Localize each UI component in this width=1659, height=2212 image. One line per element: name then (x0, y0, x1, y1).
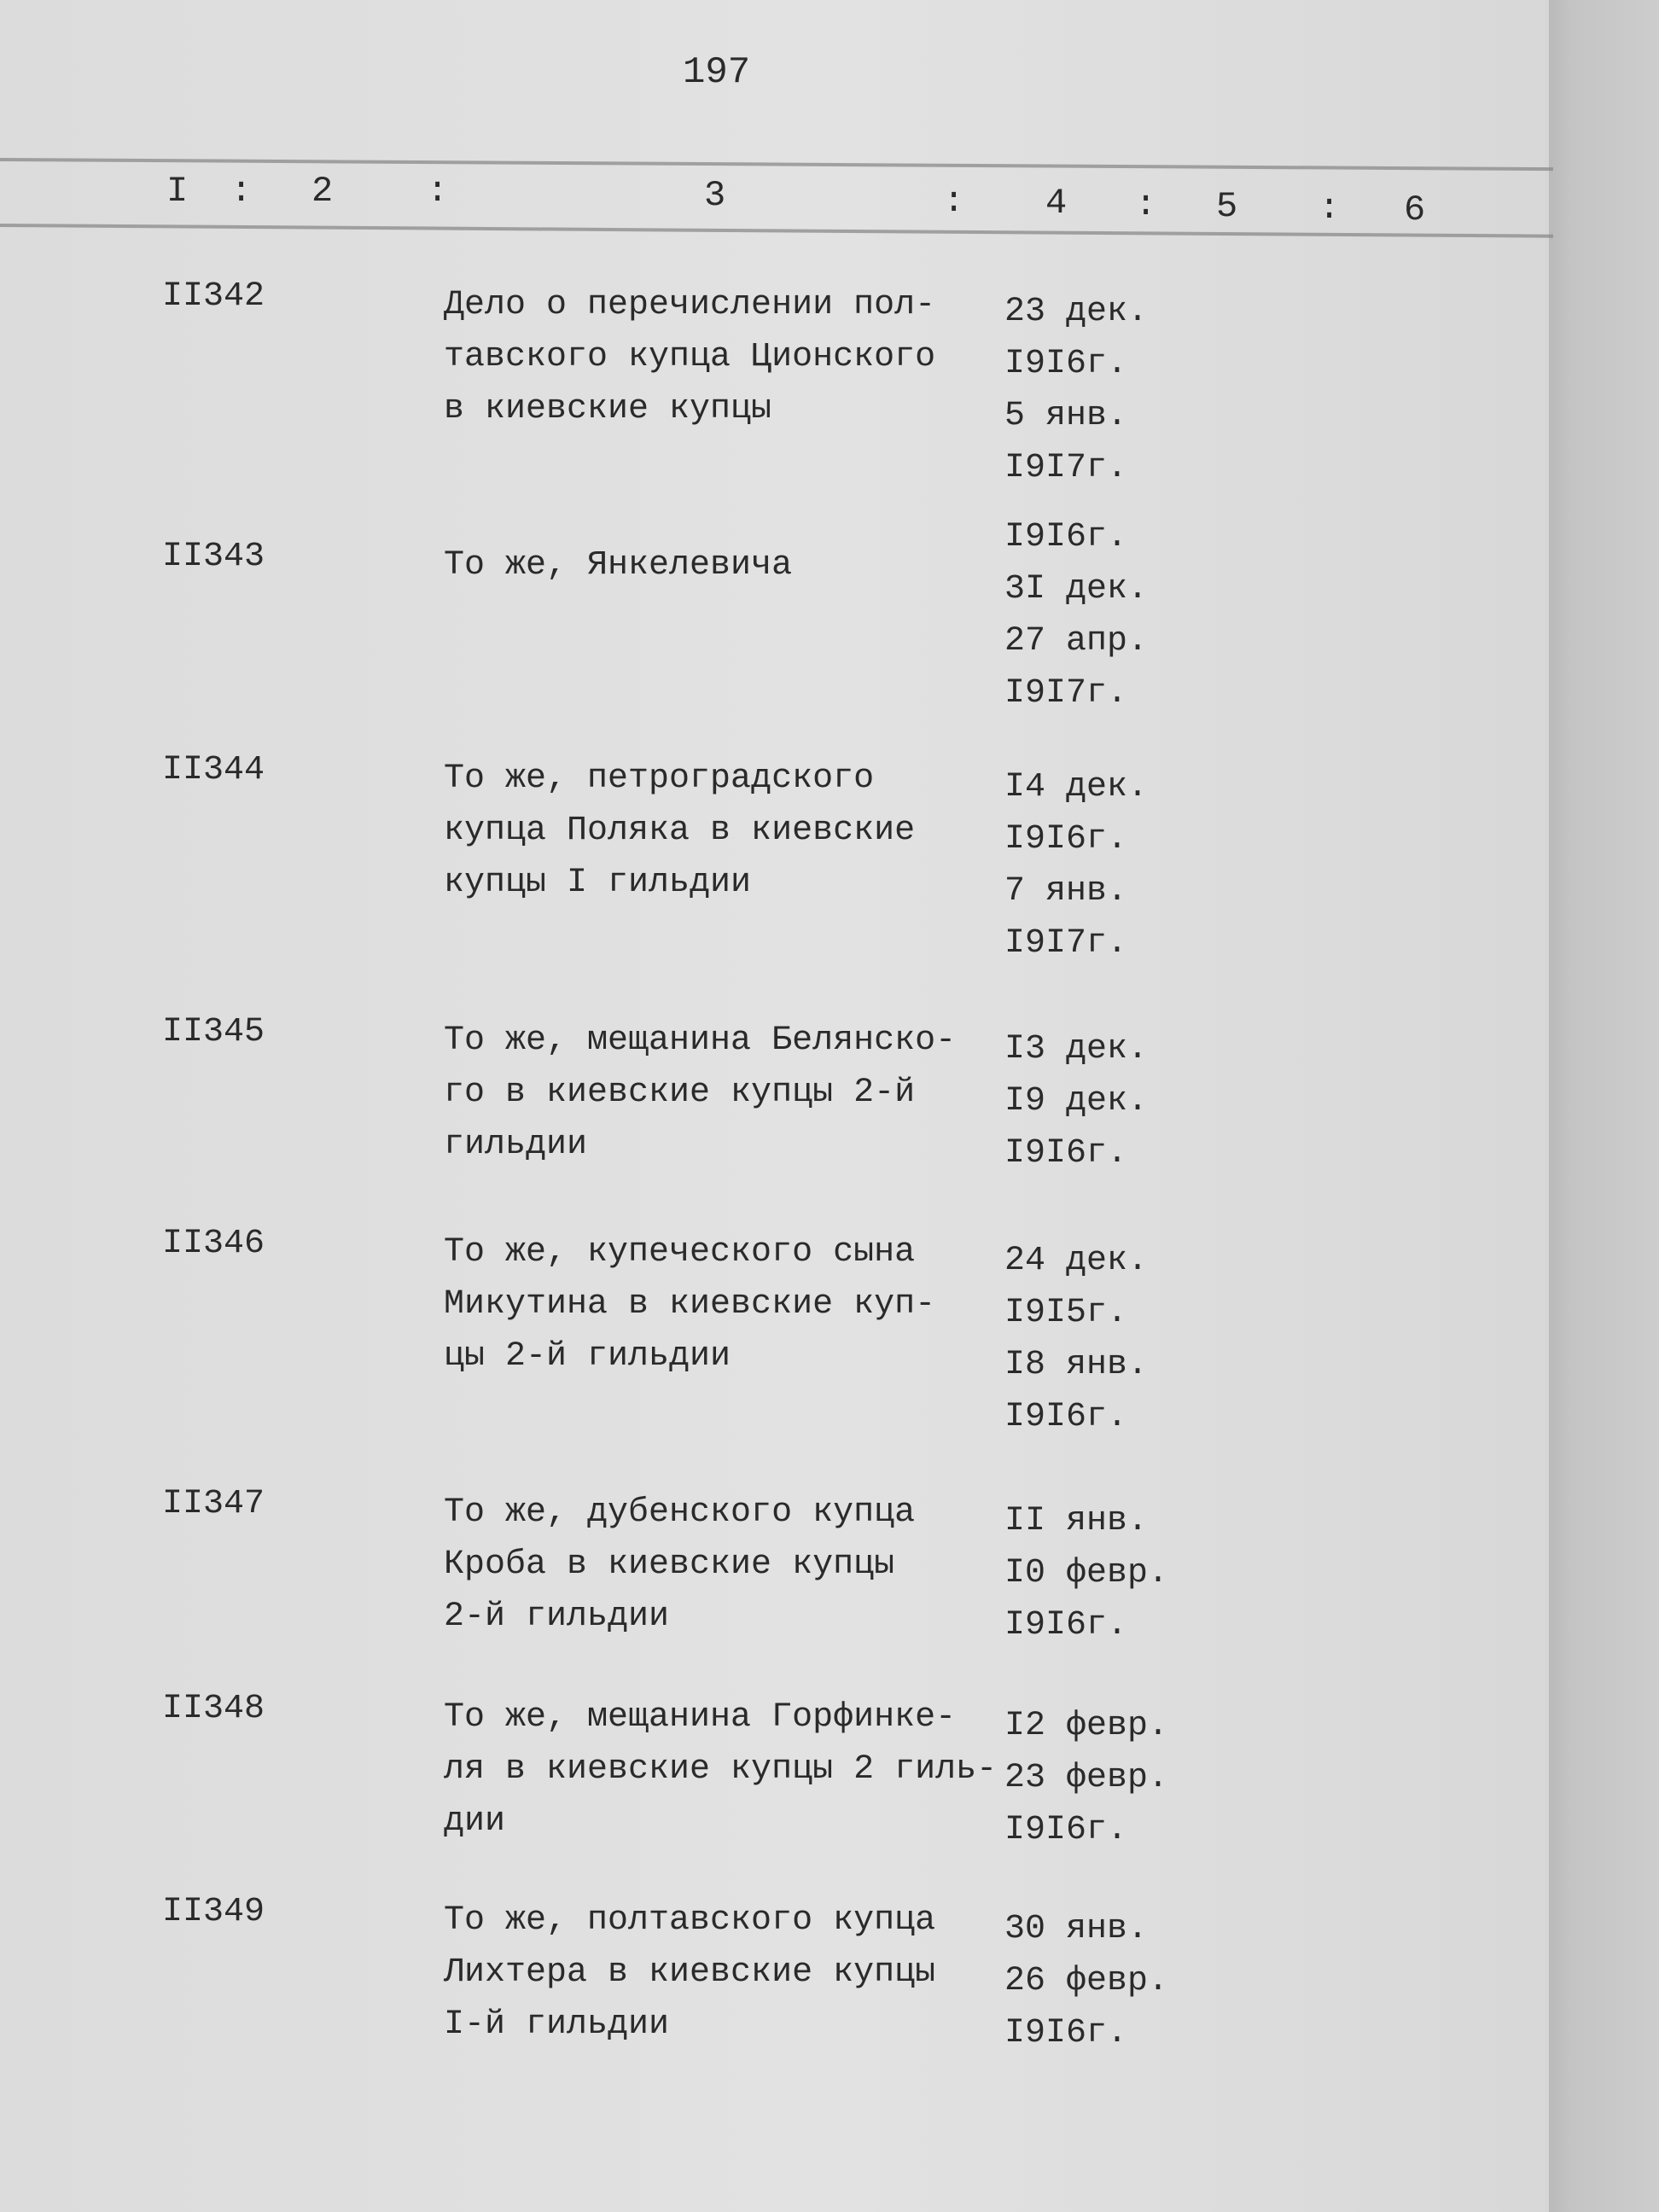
date-line: 24 дек. (1004, 1242, 1149, 1280)
title-line: То же, мещанина Белянско- (444, 1022, 957, 1060)
date-line: 23 февр. (1004, 1759, 1169, 1797)
entry-number: II344 (162, 751, 265, 789)
date-line: 7 янв. (1004, 872, 1128, 911)
title-line: дии (444, 1802, 506, 1841)
col-2: 2 (311, 171, 334, 212)
date-line: I9I6г. (1004, 345, 1128, 383)
col-6: 6 (1404, 189, 1426, 230)
header-top-rule (0, 158, 1553, 171)
date-line: I9I7г. (1004, 674, 1128, 713)
sep: : (230, 171, 253, 212)
date-line: I9I6г. (1004, 1134, 1128, 1173)
title-line: го в киевские купцы 2-й (444, 1074, 916, 1112)
entry-dates (1004, 511, 1148, 719)
title-line: То же, мещанина Горфинке- (444, 1698, 957, 1737)
entry-dates (1004, 1235, 1148, 1443)
entry-title (444, 279, 935, 435)
title-line: ля в киевские купцы 2 гиль- (444, 1750, 998, 1789)
date-line: I9I6г. (1004, 2014, 1128, 2052)
date-line: I9I6г. (1004, 1398, 1128, 1436)
date-line: I8 янв. (1004, 1346, 1149, 1384)
date-line: 26 февр. (1004, 1962, 1169, 2000)
entry-title (444, 1691, 997, 1848)
title-line: Дело о перечислении пол- (444, 286, 936, 324)
date-line: I3 дек. (1004, 1030, 1149, 1068)
title-line: 2-й гильдии (444, 1598, 670, 1636)
date-line: I9 дек. (1004, 1082, 1149, 1121)
title-line: цы 2-й гильдии (444, 1337, 731, 1376)
entry-number: II349 (162, 1893, 265, 1931)
title-line: купцы I гильдии (444, 864, 752, 902)
entry-number: II346 (162, 1225, 265, 1263)
entry-number: II343 (162, 538, 265, 576)
date-line: I9I7г. (1004, 449, 1128, 487)
date-line: 30 янв. (1004, 1910, 1149, 1948)
entry-dates (1004, 761, 1148, 969)
date-line: 27 апр. (1004, 622, 1149, 661)
title-line: То же, Янкелевича (444, 546, 793, 585)
date-line: I9I6г. (1004, 518, 1128, 556)
date-line: I9I7г. (1004, 924, 1128, 963)
page-edge (1549, 0, 1659, 2212)
date-line: I9I6г. (1004, 1811, 1128, 1849)
sep: : (1318, 188, 1341, 229)
title-line: Кроба в киевские купцы (444, 1545, 895, 1584)
col-5: 5 (1216, 186, 1238, 227)
col-3: 3 (704, 175, 726, 216)
title-line: Микутина в киевские куп- (444, 1285, 936, 1324)
title-line: То же, купеческого сына (444, 1233, 916, 1272)
entry-title (444, 1895, 935, 2051)
col-1: I (166, 171, 189, 212)
date-line: I9I6г. (1004, 820, 1128, 859)
sep: : (427, 171, 449, 212)
date-line: I9I6г. (1004, 1606, 1128, 1644)
entry-dates (1004, 1700, 1168, 1856)
entry-dates (1004, 1495, 1168, 1651)
entry-title (444, 1487, 915, 1643)
entry-dates (1004, 286, 1148, 494)
title-line: То же, полтавского купца (444, 1901, 936, 1940)
entry-title (444, 1015, 956, 1171)
entry-title (444, 1226, 935, 1382)
title-line: купца Поляка в киевские (444, 812, 916, 850)
col-4: 4 (1045, 183, 1068, 224)
date-line: 23 дек. (1004, 293, 1149, 331)
entry-title (444, 539, 792, 591)
entry-dates (1004, 1903, 1168, 2059)
sep: : (943, 181, 965, 222)
title-line: тавского купца Ционского (444, 338, 936, 376)
entry-number: II345 (162, 1013, 265, 1051)
title-line: в киевские купцы (444, 390, 772, 428)
date-line: 5 янв. (1004, 397, 1128, 435)
page-number: 197 (683, 51, 751, 94)
title-line: гильдии (444, 1126, 588, 1164)
date-line: I0 февр. (1004, 1554, 1169, 1592)
entry-title (444, 753, 915, 909)
date-line: II янв. (1004, 1502, 1149, 1540)
sep: : (1135, 184, 1157, 225)
date-line: I9I5г. (1004, 1294, 1128, 1332)
entry-dates (1004, 1023, 1148, 1179)
entry-number: II342 (162, 277, 265, 316)
title-line: I-й гильдии (444, 2005, 670, 2044)
title-line: Лихтера в киевские купцы (444, 1953, 936, 1992)
date-line: I2 февр. (1004, 1707, 1169, 1745)
entry-number: II348 (162, 1690, 265, 1728)
entry-number: II347 (162, 1485, 265, 1523)
title-line: То же, дубенского купца (444, 1493, 916, 1532)
date-line: I4 дек. (1004, 768, 1149, 806)
title-line: То же, петроградского (444, 760, 875, 798)
date-line: 3I дек. (1004, 570, 1149, 608)
